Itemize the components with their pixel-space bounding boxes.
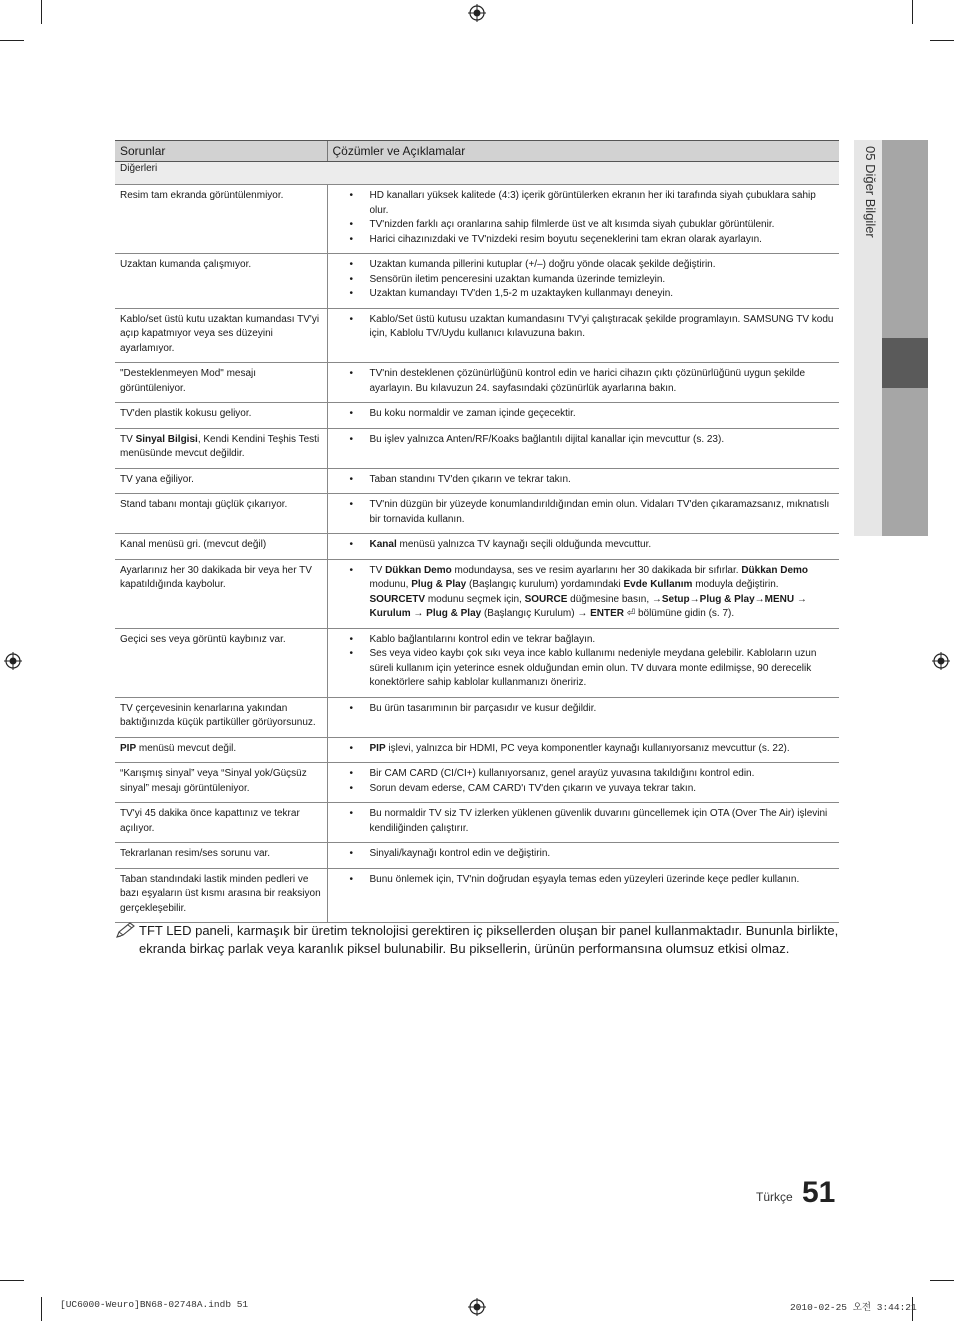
header-problems: Sorunlar <box>115 141 327 162</box>
table-row <box>115 363 839 403</box>
section-tab-label: 05 Diğer Bilgiler <box>863 146 878 238</box>
solution-item <box>350 564 835 622</box>
solution-item <box>350 273 835 288</box>
text-segment: Harici cihazınızdaki ve TV'nizdeki resim boyutu seçeneklerini tam ekran olarak ayarlayın. <box>369 233 762 245</box>
solution-list <box>350 407 835 422</box>
text-segment: Sinyali/kaynağı kontrol edin ve değiştirin. <box>369 848 551 859</box>
text-segment: Uzaktan kumanda çalışmıyor. <box>120 259 252 270</box>
bold-term: TV <box>412 593 426 605</box>
solution-cell <box>327 308 839 363</box>
solution-list <box>350 258 835 302</box>
problem-cell <box>115 868 327 923</box>
problem-cell <box>115 559 327 628</box>
solution-item <box>350 287 835 302</box>
text-segment: Sensörün iletim penceresini uzaktan kumanda üzerinde temizleyin. <box>369 273 666 285</box>
registration-mark-icon <box>4 652 22 670</box>
bold-term: ENTER <box>590 608 625 619</box>
text-segment: , Kendi Kendini Teşhis Testi menüsünde mevcut değildir. <box>120 433 320 459</box>
text-segment: menüsü mevcut değil. <box>136 742 237 754</box>
crop-mark <box>0 1280 24 1281</box>
crop-mark <box>930 40 954 41</box>
solution-list <box>350 473 835 488</box>
text-segment: Bu koku normaldir ve zaman içinde geçecektir. <box>369 408 576 419</box>
solution-list <box>350 873 835 888</box>
solution-item <box>350 367 835 396</box>
text-segment: Uzaktan kumanda pillerini kutuplar (+/–) doğru yönde olacak şekilde değiştirin. <box>369 259 716 270</box>
pencil-note-icon <box>115 922 137 940</box>
bold-term: Kurulum <box>369 608 411 619</box>
bold-term: Setup <box>661 593 690 605</box>
crop-mark <box>41 1297 42 1321</box>
solution-list <box>350 767 835 796</box>
solution-item <box>350 807 835 836</box>
solution-cell <box>327 803 839 843</box>
text-segment: Resim tam ekranda görüntülenmiyor. <box>120 190 284 201</box>
text-segment: → <box>689 593 700 605</box>
solution-item <box>350 538 835 553</box>
table-row <box>115 737 839 763</box>
solution-item <box>350 782 835 797</box>
solution-cell <box>327 697 839 737</box>
solution-item <box>350 189 835 218</box>
solution-cell <box>327 737 839 763</box>
text-segment: moduyla değiştirin. <box>692 579 779 590</box>
solution-item <box>350 633 835 648</box>
text-segment: Bu işlev yalnızca Anten/RF/Koaks bağlantılı dijital kanallar için mevcuttur (s. 23). <box>369 433 725 445</box>
text-segment: modunu, <box>369 579 412 590</box>
text-segment: → <box>754 593 765 605</box>
solution-cell <box>327 403 839 429</box>
text-segment: HD kanalları yüksek kalitede (4:3) içerik görüntülerken ekranın her iki tarafında siyah çubuklara sahip olur. <box>369 190 816 216</box>
bold-term: Plug & Play <box>411 579 467 590</box>
registration-mark-icon <box>932 652 950 670</box>
text-segment: “Karışmış sinyal” veya “Sinyal yok/Güçsüz sinyal” mesajı görüntüleniyor. <box>120 768 307 794</box>
solution-cell <box>327 185 839 254</box>
table-row <box>115 308 839 363</box>
solution-list <box>350 367 835 396</box>
problem-cell <box>115 737 327 763</box>
bold-term: Plug & Play <box>426 608 482 619</box>
text-segment: menüsü yalnızca TV kaynağı seçili olduğunda mevcuttur. <box>396 539 652 550</box>
solution-list <box>350 433 835 448</box>
solution-list <box>350 538 835 553</box>
table-row <box>115 428 839 468</box>
text-segment: TV'den plastik kokusu geliyor. <box>120 408 252 419</box>
text-segment: (Başlangıç Kurulum) → <box>481 608 591 619</box>
solution-item <box>350 233 835 248</box>
table-row <box>115 697 839 737</box>
text-segment: Uzaktan kumandayı TV'den 1,5-2 m uzaktayken kullanmayı deneyin. <box>369 288 674 299</box>
solution-list <box>350 313 835 342</box>
text-segment: modunu seçmek için, <box>425 593 525 605</box>
table-header-row <box>115 141 839 162</box>
problem-cell <box>115 403 327 429</box>
bold-term: Dükkan Demo <box>385 564 452 576</box>
table-row <box>115 628 839 697</box>
text-segment: TV <box>120 433 136 445</box>
solution-item <box>350 873 835 888</box>
solution-cell <box>327 868 839 923</box>
solution-list <box>350 564 835 622</box>
text-segment: Kablo/set üstü kutu uzaktan kumandası TV'yi açıp kapatmıyor veya ses düzeyini ayarlamıyor. <box>120 313 320 354</box>
solution-item <box>350 433 835 448</box>
problem-cell <box>115 363 327 403</box>
registration-mark-icon <box>468 4 486 22</box>
page-language: Türkçe <box>756 1190 793 1204</box>
table-row <box>115 185 839 254</box>
text-segment: Kanal menüsü gri. (mevcut değil) <box>120 539 267 550</box>
bold-term: MENU <box>764 593 795 605</box>
text-segment: TV <box>369 564 386 576</box>
table-row <box>115 254 839 309</box>
text-segment: → <box>410 608 427 619</box>
table-row <box>115 559 839 628</box>
bold-term: SOURCE <box>524 593 568 605</box>
solution-item <box>350 407 835 422</box>
crop-mark <box>41 0 42 24</box>
table-row <box>115 468 839 494</box>
text-segment: modundaysa, ses ve resim ayarlarını her 30 dakikada bir sıfırlar. <box>451 564 742 576</box>
solution-cell <box>327 468 839 494</box>
solution-item <box>350 702 835 717</box>
problem-cell <box>115 697 327 737</box>
bold-term: Sinyal Bilgisi <box>135 433 198 445</box>
registration-mark-icon <box>468 1298 486 1316</box>
text-segment: düğmesine basın, → <box>567 593 662 605</box>
text-segment: Bu ürün tasarımının bir parçasıdır ve kusur değildir. <box>369 702 597 714</box>
solution-cell <box>327 534 839 560</box>
solution-item <box>350 218 835 233</box>
table-row <box>115 534 839 560</box>
table-row <box>115 803 839 843</box>
bold-term: PIP <box>369 742 386 754</box>
text-segment: TV'nin düzgün bir yüzeyde konumlandırıldığından emin olun. Vidaları TV'den çıkaramazsanız, mıknatıslı bir tornavida kullanın. <box>369 499 830 525</box>
solution-list <box>350 702 835 717</box>
crop-mark <box>0 40 24 41</box>
bold-term: Kanal <box>369 539 397 550</box>
text-segment: Ayarlarınız her 30 dakikada bir veya her TV kapatıldığında kaybolur. <box>120 564 312 590</box>
text-segment: ⏎ bölümüne gidin (s. 7). <box>624 608 735 619</box>
solution-cell <box>327 843 839 869</box>
solution-item <box>350 767 835 782</box>
crop-mark <box>930 1280 954 1281</box>
text-segment: Bu normaldir TV siz TV izlerken yüklenen güvenlik duvarını güncellemek için OTA (Over The Air) işlevini kendiliğinden çalıştırır. <box>369 808 828 834</box>
solution-list <box>350 189 835 247</box>
problem-cell <box>115 308 327 363</box>
problem-cell <box>115 185 327 254</box>
problem-cell <box>115 428 327 468</box>
solution-item <box>350 498 835 527</box>
bold-term: SOURCE <box>369 593 413 605</box>
solution-list <box>350 807 835 836</box>
text-segment: işlevi, yalnızca bir HDMI, PC veya komponentler kaynağı kullanıyorsanız mevcuttur (s. 22). <box>385 742 790 754</box>
category-row <box>115 162 839 185</box>
problem-cell <box>115 494 327 534</box>
text-segment: Bir CAM CARD (CI/CI+) kullanıyorsanız, genel arayüz yuvasına takıldığını kontrol edin. <box>369 768 755 779</box>
solution-list <box>350 847 835 862</box>
text-segment: Kablo/Set üstü kutusu uzaktan kumandasını TV'yi çalıştıracak şekilde programlayın. SAMSUNG TV kodu için, Kablolu TV/Uydu kullanıcı kılavuzuna bakın. <box>369 313 834 339</box>
category-label: Diğerleri <box>115 162 839 185</box>
solution-cell <box>327 559 839 628</box>
problem-cell <box>115 763 327 803</box>
solution-item <box>350 847 835 862</box>
table-row <box>115 403 839 429</box>
header-solutions: Çözümler ve Açıklamalar <box>327 141 839 162</box>
solution-list <box>350 633 835 691</box>
solution-item <box>350 258 835 273</box>
bold-term: PIP <box>120 742 137 754</box>
solution-cell <box>327 763 839 803</box>
note-text: TFT LED paneli, karmaşık bir üretim teknolojisi gerektiren iç piksellerden oluşan bir panel kullanmaktadır. Bununla birlikte, ekranda birkaç parlak veya karanlık piksel bulunabilir. Bu piksellerin, ürünün performansına olumsuz etkisi olmaz. <box>139 923 839 956</box>
text-segment: Taban standındaki lastik minden pedleri ve bazı eşyaların üst kısmı arasına bir reaksiyon gerçekleşebilir. <box>120 873 321 914</box>
solution-list <box>350 498 835 527</box>
solution-item <box>350 742 835 757</box>
text-segment: "Desteklenmeyen Mod" mesajı görüntüleniyor. <box>120 368 257 394</box>
problem-cell <box>115 468 327 494</box>
text-segment: Bunu önlemek için, TV'nin doğrudan eşyayla temas eden yüzeyleri üzerinde keçe pedler kullanın. <box>369 873 800 885</box>
text-segment: Geçici ses veya görüntü kaybınız var. <box>120 633 286 645</box>
page-number: 51 <box>802 1176 836 1209</box>
problem-cell <box>115 254 327 309</box>
print-slug-file: [UC6000-Weuro]BN68-02748A.indb 51 <box>60 1299 249 1310</box>
print-slug-date: 2010-02-25 오전 3:44:21 <box>790 1302 917 1313</box>
crop-mark <box>912 0 913 24</box>
section-tab-active-marker <box>882 338 928 388</box>
solution-item <box>350 313 835 342</box>
table-row <box>115 494 839 534</box>
text-segment: TV'nin desteklenen çözünürlüğünü kontrol edin ve harici cihazın çıktı çözünürlüğünü uygun şekilde ayarlayın. Bu kılavuzun 24. sayfasındaki çözünürlük ayarlarına bakın. <box>369 368 806 394</box>
text-segment: TV'nizden farklı açı oranlarına sahip filmlerde üst ve alt kısımda siyah çubuklar görüntülenir. <box>369 219 775 230</box>
troubleshooting-table <box>115 140 839 923</box>
text-segment: (Başlangıç kurulum) yordamındaki <box>466 579 624 590</box>
solution-cell <box>327 428 839 468</box>
text-segment: TV yana eğiliyor. <box>120 473 194 485</box>
solution-item <box>350 473 835 488</box>
problem-cell <box>115 843 327 869</box>
bold-term: Evde Kullanım <box>623 579 693 590</box>
table-row <box>115 763 839 803</box>
text-segment: Sorun devam ederse, CAM CARD'ı TV'den çıkarın ve yuvaya tekrar takın. <box>369 782 697 794</box>
table-row <box>115 868 839 923</box>
text-segment: Tekrarlanan resim/ses sorunu var. <box>120 848 271 859</box>
problem-cell <box>115 534 327 560</box>
note <box>115 922 841 958</box>
text-segment: Ses veya video kaybı çok sıkı veya ince kablo kullanımı nedeniyle meydana gelebilir. Kabloların uzun süreli kullanım için yeterince esnek olduğundan emin olun. TV duvara monte edilmişse, 90 derecelik konektörlere sahip kablolar kullanmanızı öneririz. <box>369 648 817 688</box>
solution-cell <box>327 254 839 309</box>
text-segment: Stand tabanı montajı güçlük çıkarıyor. <box>120 499 288 510</box>
bold-term: Plug & Play <box>699 593 755 605</box>
solution-cell <box>327 628 839 697</box>
solution-cell <box>327 494 839 534</box>
bold-term: Dükkan Demo <box>741 564 809 576</box>
text-segment: Kablo bağlantılarını kontrol edin ve tekrar bağlayın. <box>369 633 596 645</box>
solution-cell <box>327 363 839 403</box>
text-segment: → <box>794 593 807 605</box>
problem-cell <box>115 628 327 697</box>
problem-cell <box>115 803 327 843</box>
text-segment: TV çerçevesinin kenarlarına yakından baktığınızda küçük partiküller görüyorsunuz. <box>120 702 316 728</box>
text-segment: Taban standını TV'den çıkarın ve tekrar takın. <box>369 473 571 485</box>
table-row <box>115 843 839 869</box>
solution-item <box>350 647 835 691</box>
solution-list <box>350 742 835 757</box>
text-segment: TV'yi 45 dakika önce kapattınız ve tekrar açılıyor. <box>120 808 300 834</box>
